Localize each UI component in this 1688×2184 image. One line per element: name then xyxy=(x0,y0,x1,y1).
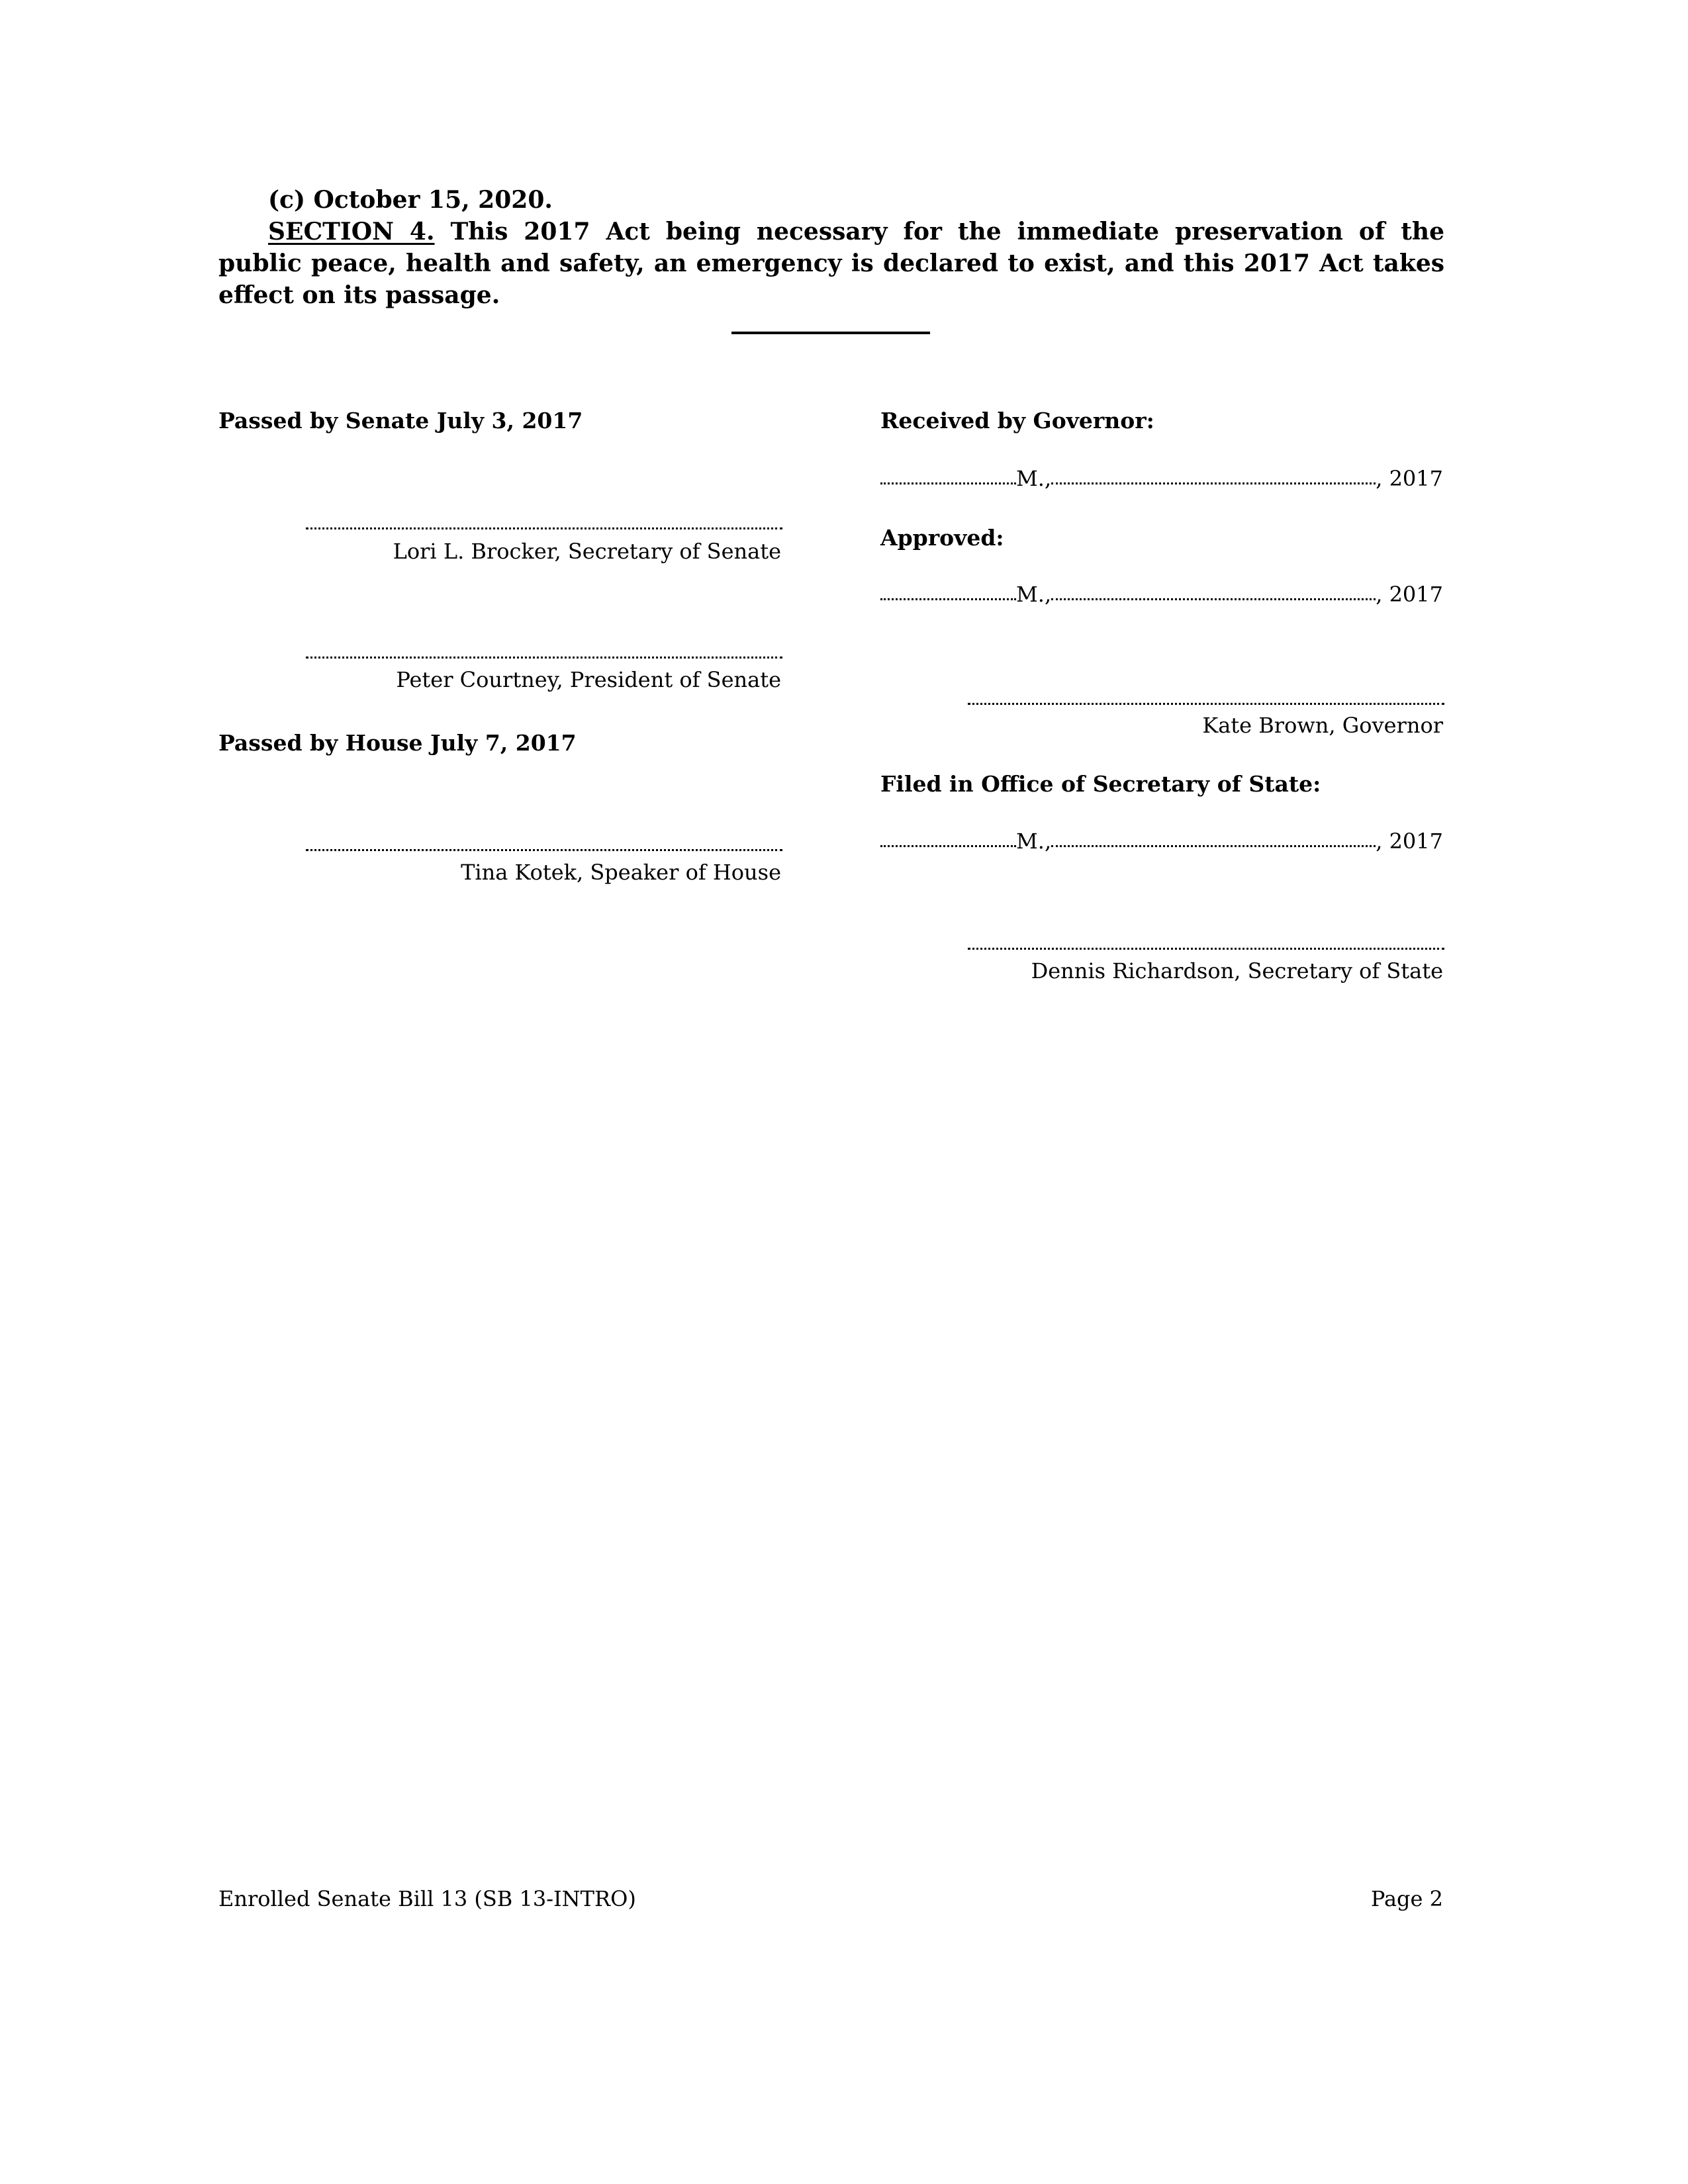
meridiem-label: M., xyxy=(1016,466,1052,491)
date-line-approved xyxy=(880,582,1443,607)
president-of-senate-name: Peter Courtney, President of Senate xyxy=(396,667,781,692)
year-label: , 2017 xyxy=(1376,466,1443,491)
signature-line xyxy=(968,703,1444,705)
governor-name: Kate Brown, Governor xyxy=(1202,713,1443,738)
date-blank xyxy=(1051,845,1376,847)
signature-line xyxy=(306,657,782,659)
date-blank xyxy=(1051,598,1376,600)
year-label: , 2017 xyxy=(1376,582,1443,607)
filed-secretary-of-state-heading: Filed in Office of Secretary of State: xyxy=(880,771,1321,797)
signature-line xyxy=(968,948,1444,950)
year-label: , 2017 xyxy=(1376,829,1443,854)
divider-rule xyxy=(731,332,930,334)
secretary-of-senate-name: Lori L. Brocker, Secretary of Senate xyxy=(393,539,781,564)
section-paragraph xyxy=(218,216,1444,311)
signature-line xyxy=(306,527,782,529)
approved-heading: Approved: xyxy=(880,525,1004,551)
secretary-of-state-name: Dennis Richardson, Secretary of State xyxy=(1031,958,1443,983)
time-blank xyxy=(880,845,1016,847)
date-line-received xyxy=(880,466,1443,491)
section-text: This 2017 Act being necessary for the immediate preservation of the public peace, health and safety, an emergency is declared to exist, and this 2017 Act takes effect on its passage. xyxy=(218,218,1444,309)
footer-bill-label: Enrolled Senate Bill 13 (SB 13-INTRO) xyxy=(218,1886,636,1911)
senate-passed-heading: Passed by Senate July 3, 2017 xyxy=(218,408,583,433)
time-blank xyxy=(880,598,1016,600)
intro-line: (c) October 15, 2020. xyxy=(268,186,553,214)
time-blank xyxy=(880,482,1016,484)
meridiem-label: M., xyxy=(1016,829,1052,854)
date-line-filed xyxy=(880,829,1443,854)
footer-page-number: Page 2 xyxy=(1370,1886,1443,1911)
meridiem-label: M., xyxy=(1016,582,1052,607)
date-blank xyxy=(1051,482,1376,484)
received-by-governor-heading: Received by Governor: xyxy=(880,408,1154,433)
house-passed-heading: Passed by House July 7, 2017 xyxy=(218,730,577,756)
section-label: SECTION 4. xyxy=(268,218,435,246)
signature-line xyxy=(306,849,782,851)
speaker-of-house-name: Tina Kotek, Speaker of House xyxy=(461,860,781,885)
